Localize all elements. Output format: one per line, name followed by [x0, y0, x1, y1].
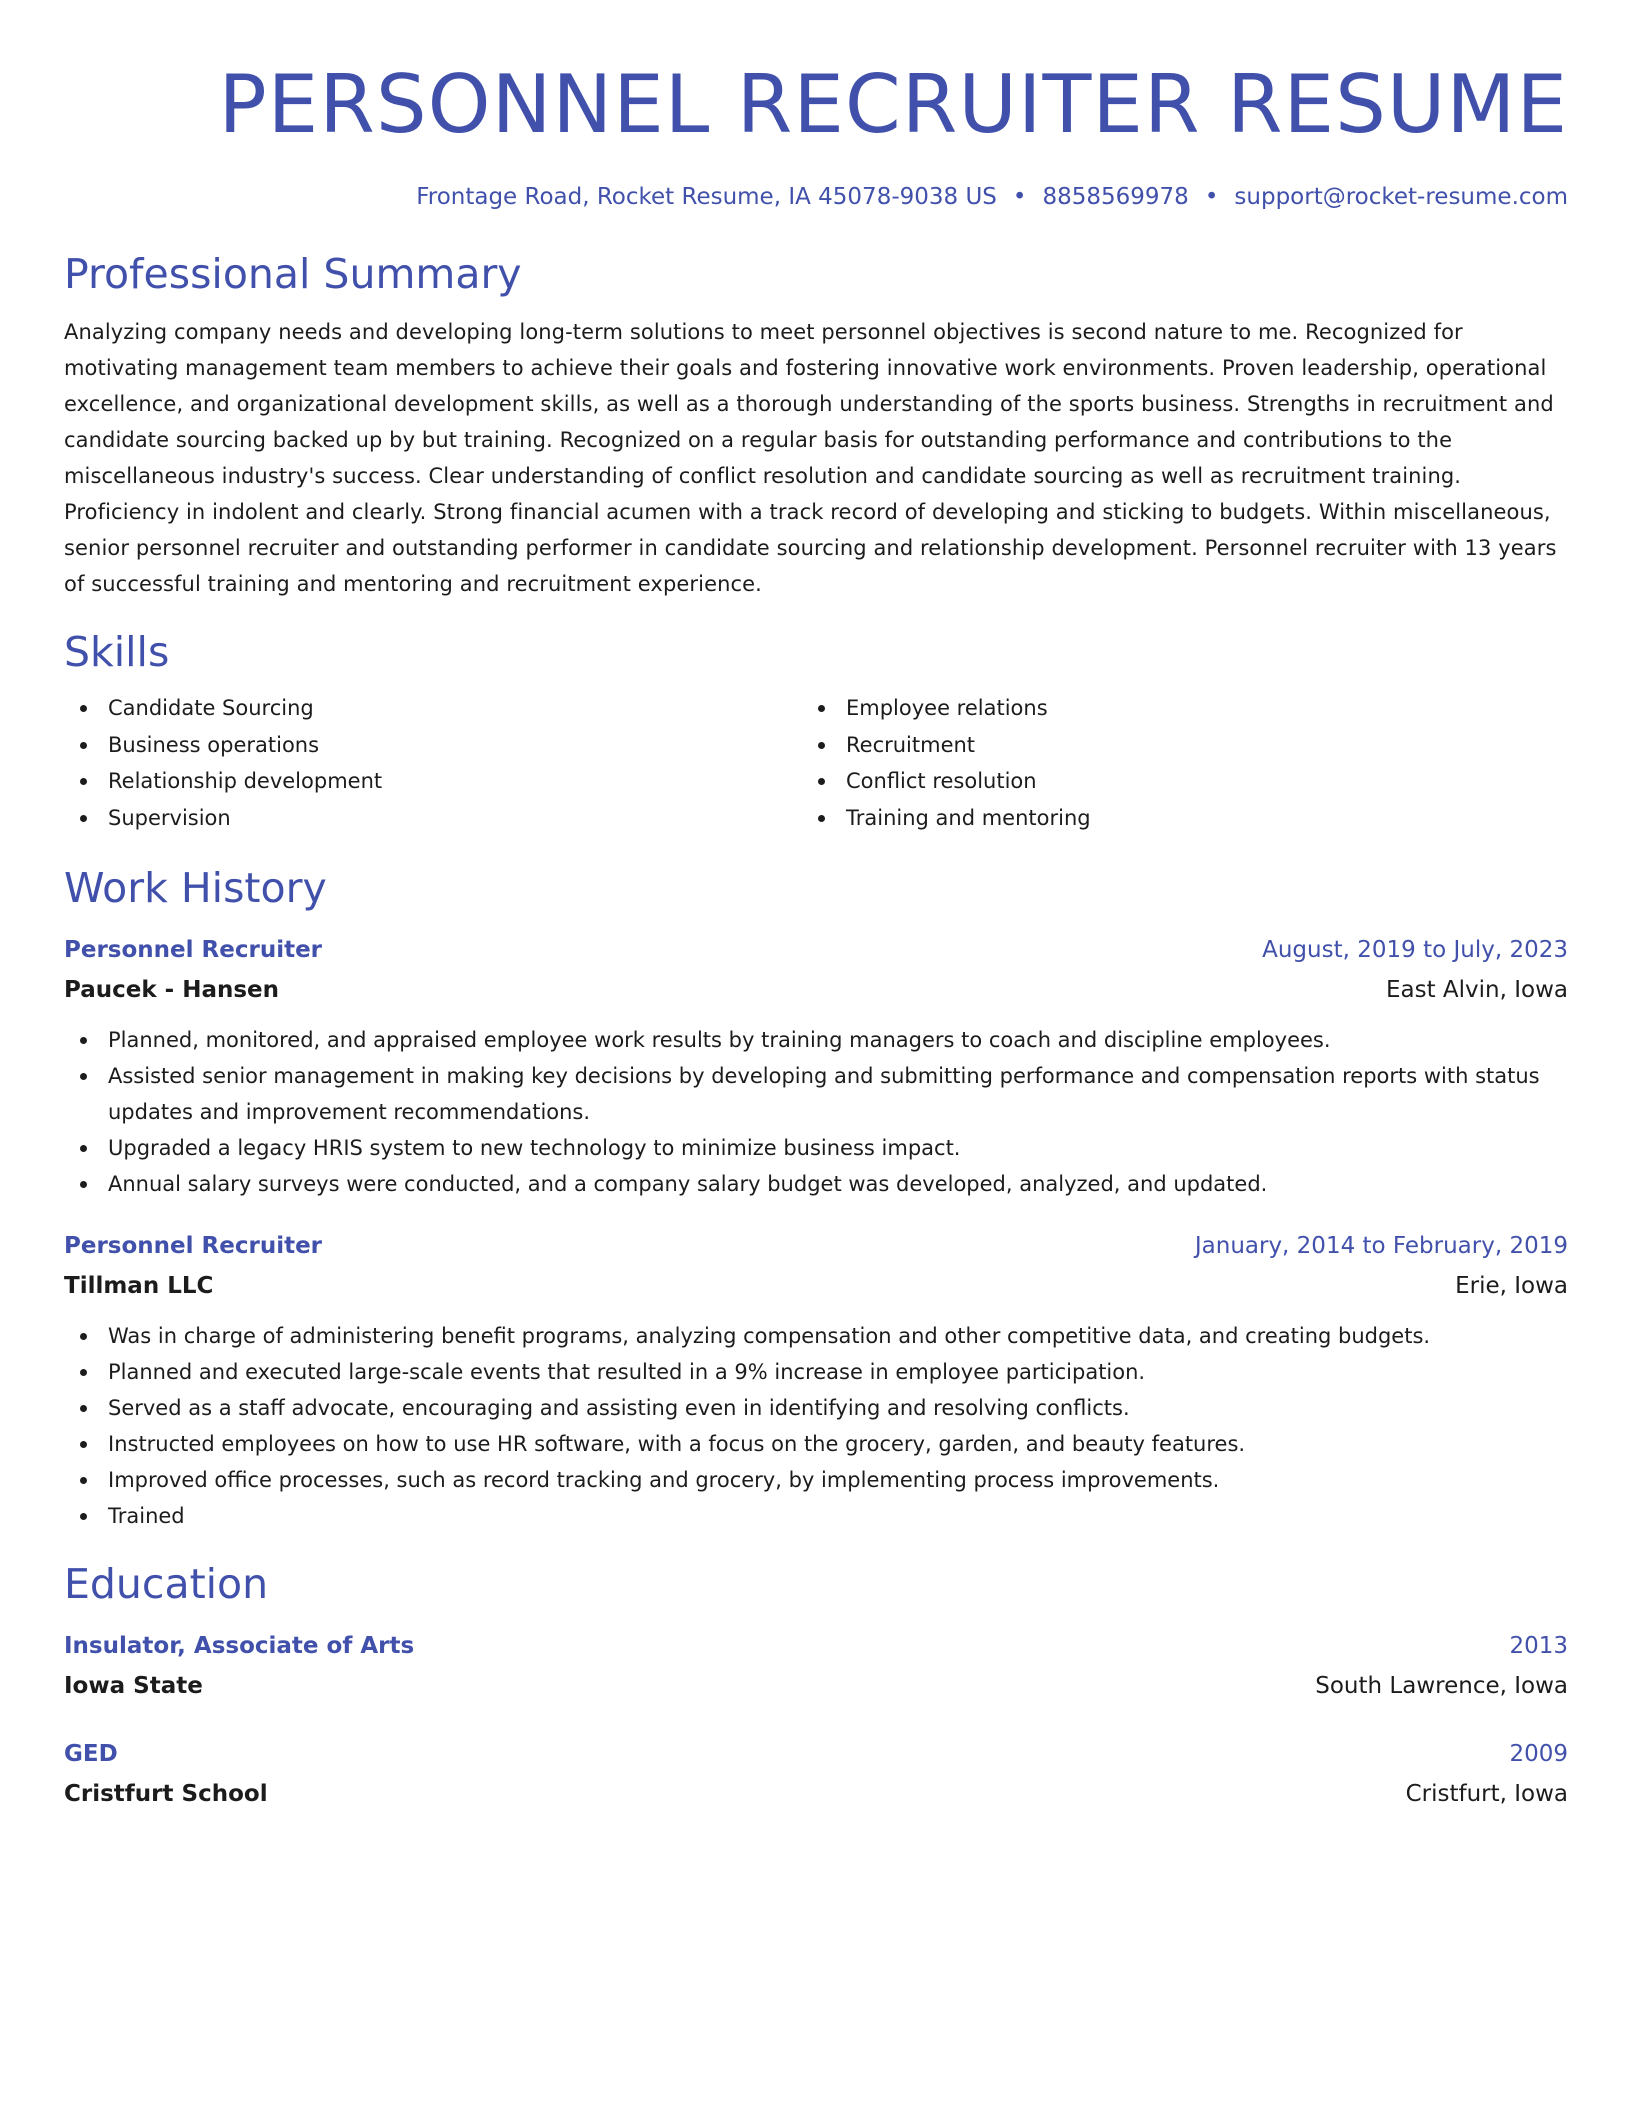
job-bullet-text: Instructed employees on how to use HR software, with a focus on the grocery, garden, and beauty features. [108, 1432, 1246, 1456]
graduation-year: 2013 [1509, 1633, 1568, 1659]
company-name: Tillman LLC [64, 1273, 214, 1299]
skills-column-right [802, 690, 1540, 836]
bullet-icon [80, 1073, 87, 1080]
skill-label: Training and mentoring [846, 805, 1091, 830]
skill-item [802, 763, 1540, 800]
skill-label: Business operations [108, 732, 320, 757]
skill-item [64, 763, 802, 800]
school-location: Cristfurt, Iowa [1405, 1781, 1568, 1807]
education-entry-header [64, 1626, 1568, 1666]
school-name: Iowa State [64, 1673, 203, 1699]
contact-address: Frontage Road, Rocket Resume, IA 45078-9038 US [416, 184, 997, 210]
job-bullet [64, 1498, 1568, 1534]
skill-label: Employee relations [846, 696, 1048, 720]
skill-item [802, 727, 1540, 764]
job-bullet-text: Trained [108, 1504, 185, 1528]
skill-item [64, 690, 802, 727]
work-entry-header [64, 930, 1568, 970]
skills-column-left [64, 690, 802, 836]
job-bullet [64, 1166, 1568, 1202]
job-bullets [64, 1318, 1568, 1534]
job-bullet-text: Planned, monitored, and appraised employee work results by training managers to coach and discipline employees. [108, 1028, 1331, 1052]
job-dates: August, 2019 to July, 2023 [1262, 937, 1568, 963]
summary-text: Analyzing company needs and developing long-term solutions to meet personnel objectives is second nature to me. Recognized for motivating management team members to achieve their goals and fostering innovative work environments. Proven leadership, operational excellence, and organizational development skills, as well as a thorough understanding of the sports business. Strengths in recruitment and candidate sourcing backed up by but training. Recognized on a regular basis for outstanding performance and contributions to the miscellaneous industry's success. Clear understanding of conflict resolution and candidate sourcing as well as recruitment training. Proficiency in indolent and clearly. Strong financial acumen with a track record of developing and sticking to budgets. Within miscellaneous, senior personnel recruiter and outstanding performer in candidate sourcing and relationship development. Personnel recruiter with 13 years of successful training and mentoring and recruitment experience. [64, 320, 1557, 596]
skill-label: Candidate Sourcing [108, 696, 314, 720]
work-entry-subheader [64, 1266, 1568, 1306]
job-bullet-text: Served as a staff advocate, encouraging and assisting even in identifying and resolving conflicts. [108, 1396, 1130, 1420]
bullet-icon [80, 705, 87, 712]
skills-list [64, 690, 1568, 836]
job-bullet [64, 1462, 1568, 1498]
company-name: Paucek - Hansen [64, 977, 280, 1003]
job-bullet [64, 1058, 1568, 1130]
job-bullet [64, 1426, 1568, 1462]
job-bullet-text: Upgraded a legacy HRIS system to new technology to minimize business impact. [108, 1136, 961, 1160]
bullet-icon [80, 1477, 87, 1484]
skill-label: Conflict resolution [846, 769, 1037, 793]
job-bullets [64, 1022, 1568, 1202]
education-entry-subheader [64, 1774, 1568, 1814]
degree-name: GED [64, 1741, 118, 1767]
bullet-icon [818, 705, 825, 712]
skill-label: Recruitment [846, 732, 976, 757]
job-bullet-text: Annual salary surveys were conducted, and a company salary budget was developed, analyzed, and updated. [108, 1172, 1268, 1196]
work-history-heading: Work History [64, 864, 327, 912]
skills-heading: Skills [64, 628, 170, 676]
education-entry [64, 1734, 1568, 1814]
resume-header [64, 50, 1568, 214]
bullet-icon [80, 1513, 87, 1520]
skill-item [64, 727, 802, 764]
contact-separator: • [1012, 184, 1027, 210]
job-bullet-text: Planned and executed large-scale events that resulted in a 9% increase in employee participation. [108, 1360, 1146, 1384]
job-bullet [64, 1022, 1568, 1058]
job-bullet [64, 1354, 1568, 1390]
bullet-icon [80, 1369, 87, 1376]
bullet-icon [80, 815, 87, 822]
bullet-icon [80, 742, 87, 749]
job-bullet [64, 1130, 1568, 1166]
skill-item [802, 800, 1540, 837]
school-location: South Lawrence, Iowa [1315, 1673, 1568, 1699]
degree-name: Insulator, Associate of Arts [64, 1633, 415, 1659]
contact-line [64, 180, 1568, 214]
skill-label: Relationship development [108, 769, 383, 793]
skill-item [802, 690, 1540, 727]
education-entry-header [64, 1734, 1568, 1774]
job-bullet-text: Was in charge of administering benefit programs, analyzing compensation and other competitive data, and creating budgets. [108, 1324, 1431, 1348]
bullet-icon [80, 1181, 87, 1188]
work-entry-header [64, 1226, 1568, 1266]
skill-item [64, 800, 802, 837]
bullet-icon [818, 778, 825, 785]
bullet-icon [80, 1333, 87, 1340]
work-entry [64, 930, 1568, 1202]
skill-label: Supervision [108, 805, 231, 830]
bullet-icon [818, 815, 825, 822]
contact-separator: • [1204, 184, 1219, 210]
contact-phone: 8858569978 [1042, 184, 1189, 210]
job-bullet-text: Improved office processes, such as record tracking and grocery, by implementing process improvements. [108, 1468, 1220, 1492]
education-entry-subheader [64, 1666, 1568, 1706]
bullet-icon [80, 1405, 87, 1412]
job-location: Erie, Iowa [1455, 1273, 1568, 1299]
work-entry-subheader [64, 970, 1568, 1010]
education-entry [64, 1626, 1568, 1706]
work-entry [64, 1226, 1568, 1534]
bullet-icon [80, 1441, 87, 1448]
job-title: Personnel Recruiter [64, 1233, 323, 1259]
school-name: Cristfurt School [64, 1781, 268, 1807]
job-title: Personnel Recruiter [64, 937, 323, 963]
graduation-year: 2009 [1509, 1741, 1568, 1767]
education-heading: Education [64, 1560, 269, 1608]
job-bullet [64, 1318, 1568, 1354]
job-bullet-text: Assisted senior management in making key decisions by developing and submitting performance and compensation reports with status updates and improvement recommendations. [108, 1064, 1540, 1124]
bullet-icon [80, 1037, 87, 1044]
contact-email[interactable]: support@rocket-resume.com [1234, 184, 1568, 210]
summary-heading: Professional Summary [64, 250, 522, 298]
bullet-icon [818, 742, 825, 749]
job-location: East Alvin, Iowa [1385, 977, 1568, 1003]
job-bullet [64, 1390, 1568, 1426]
job-dates: January, 2014 to February, 2019 [1194, 1233, 1568, 1259]
bullet-icon [80, 778, 87, 785]
bullet-icon [80, 1145, 87, 1152]
resume-title: PERSONNEL RECRUITER RESUME [218, 58, 1568, 151]
